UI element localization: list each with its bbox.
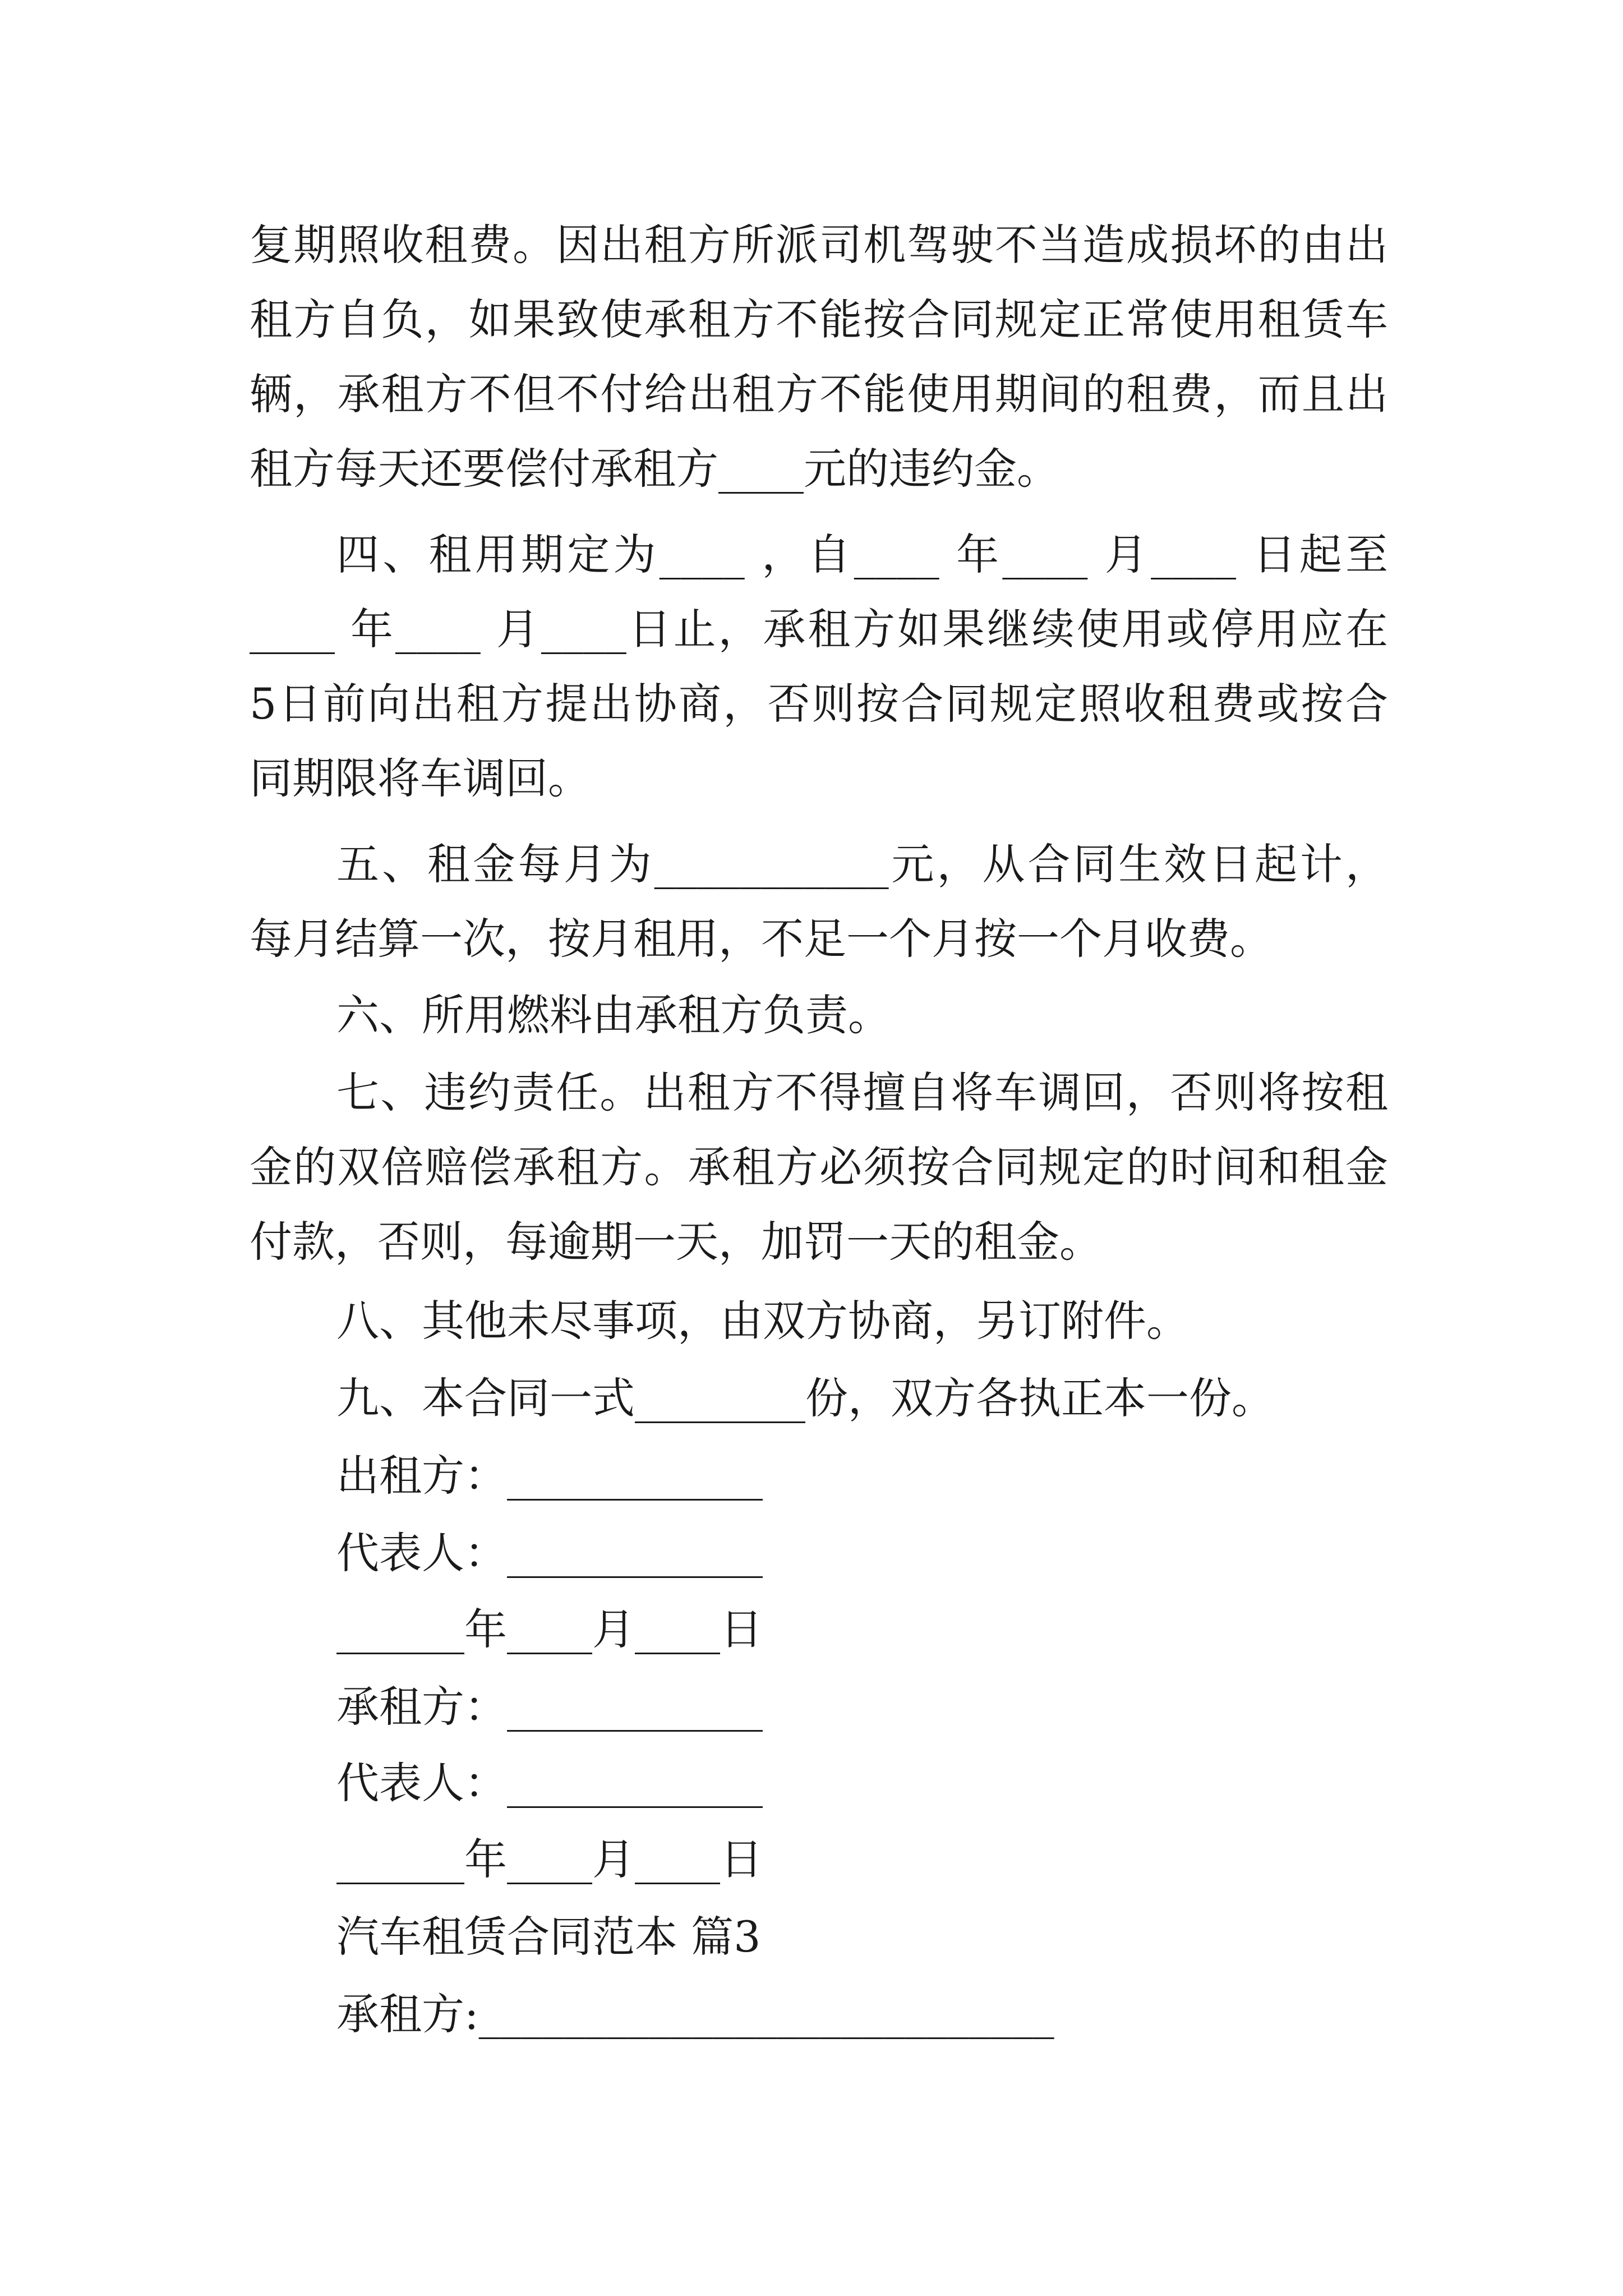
- paragraph3-line-1: 复期照收租费。因出租方所派司机驾驶不当造成损坏的由出: [250, 220, 1388, 270]
- lessee-signature-line: 承租方：____________: [336, 1682, 763, 1732]
- clause7-line-3: 付款，否则，每逾期一天，加罚一天的租金。: [250, 1217, 1102, 1267]
- clause4-line-3: 5日前向出租方提出协商，否则按合同规定照收租费或按合: [250, 679, 1388, 729]
- clause5-line-2: 每月结算一次，按月租用，不足一个月按一个月收费。: [250, 914, 1272, 964]
- paragraph3-line-4: 租方每天还要偿付承租方____元的违约金。: [250, 444, 1059, 494]
- clause5-line-1: 五、租金每月为___________元，从合同生效日起计，: [336, 839, 1388, 889]
- lessee-representative-line: 代表人：____________: [336, 1758, 763, 1808]
- lessor-representative-line: 代表人：____________: [336, 1528, 763, 1578]
- paragraph3-line-3: 辆，承租方不但不付给出租方不能使用期间的租费，而且出: [250, 369, 1388, 419]
- clause8: 八、其他未尽事项，由双方协商，另订附件。: [336, 1296, 1189, 1346]
- lessor-signature-line: 出租方：____________: [336, 1451, 763, 1501]
- clause7-line-2: 金的双倍赔偿承租方。承租方必须按合同规定的时间和租金: [250, 1142, 1388, 1192]
- clause7-line-1: 七、违约责任。出租方不得擅自将车调回，否则将按租: [336, 1068, 1388, 1117]
- clause4-line-4: 同期限将车调回。: [250, 753, 591, 803]
- next-section-lessee-line: 承租方:___________________________: [336, 1989, 1054, 2039]
- lessor-date-line: ______年____月____日: [336, 1604, 763, 1654]
- lessee-date-line: ______年____月____日: [336, 1834, 763, 1884]
- section-title: 汽车租赁合同范本 篇3: [336, 1912, 761, 1962]
- paragraph3-line-2: 租方自负，如果致使承租方不能按合同规定正常使用租赁车: [250, 295, 1388, 344]
- clause9: 九、本合同一式________份，双方各执正本一份。: [336, 1373, 1274, 1423]
- clause4-line-2: ____ 年____ 月____日止，承租方如果继续使用或停用应在: [250, 604, 1388, 654]
- clause6: 六、所用燃料由承租方负责。: [336, 990, 891, 1040]
- clause4-line-1: 四、租用期定为____ ，自____ 年____ 月____ 日起至: [336, 530, 1388, 579]
